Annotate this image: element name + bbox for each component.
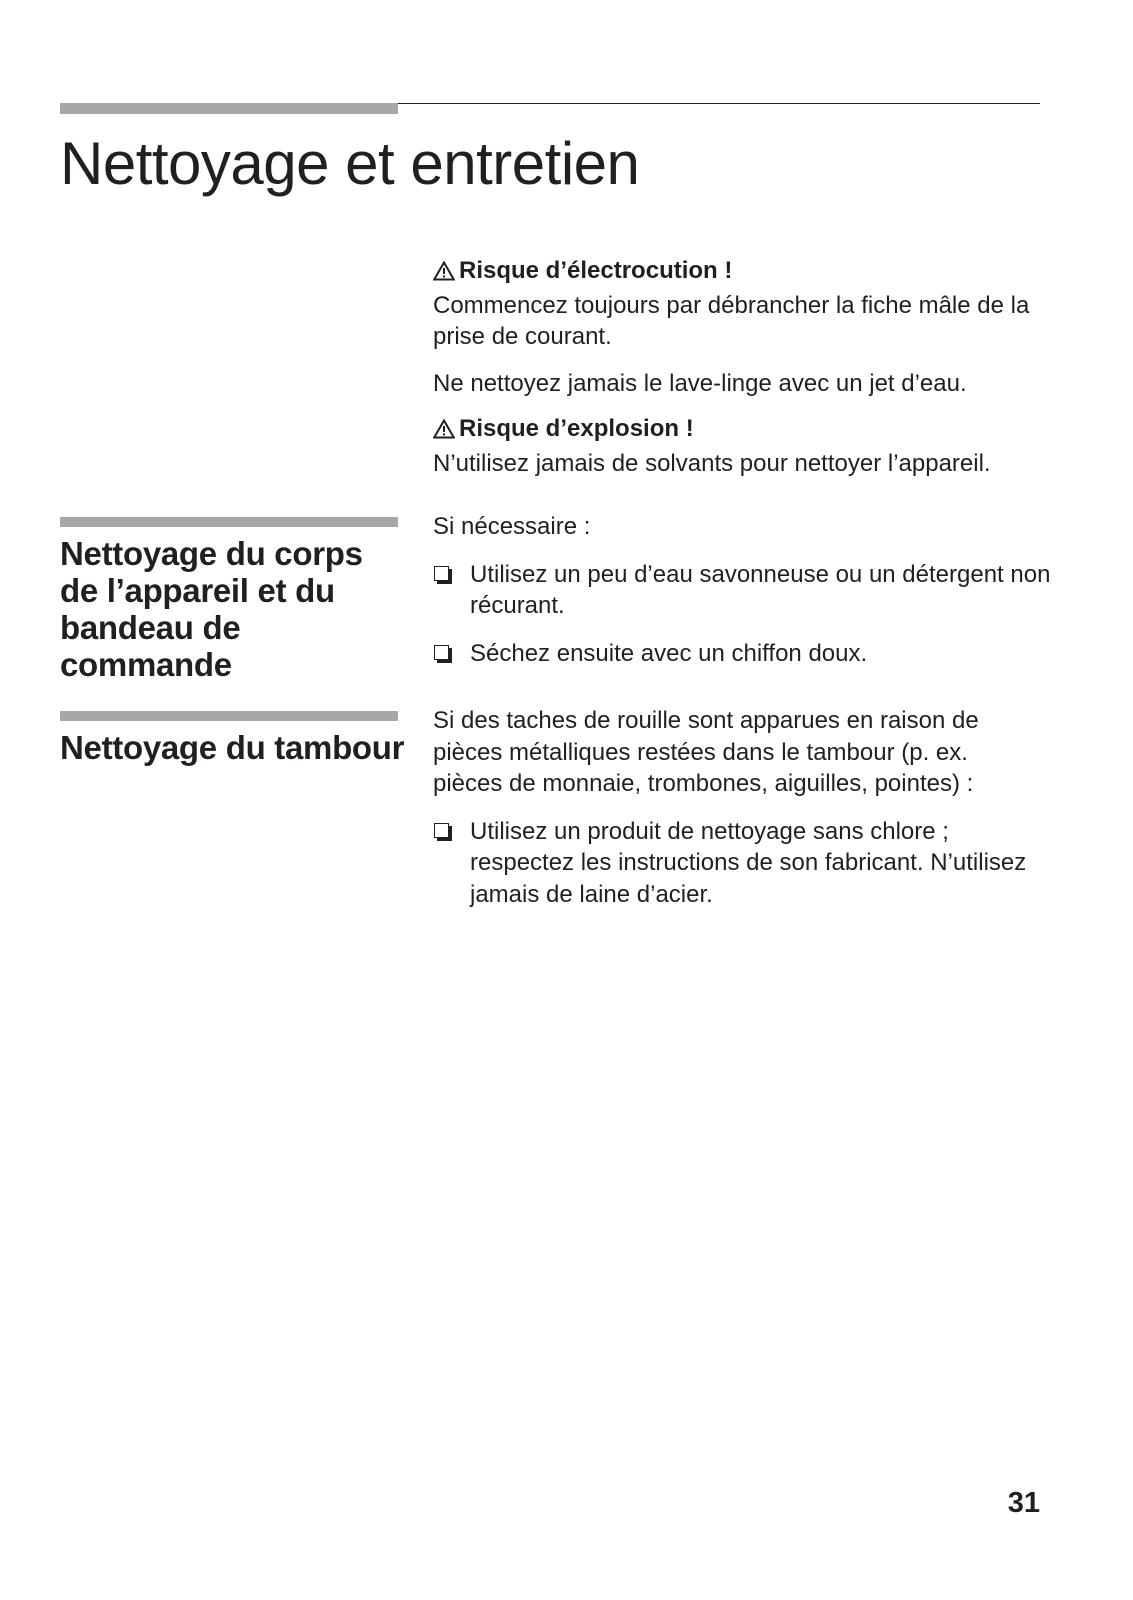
checkbox-bullet-icon xyxy=(434,566,449,581)
no-water-jet-text: Ne nettoyez jamais le lave-linge avec un jet d’eau. xyxy=(433,369,967,397)
warning-triangle-icon xyxy=(433,258,459,290)
warning-explosion-title: Risque d’explosion ! xyxy=(433,413,1053,448)
section-drum-content xyxy=(433,705,1033,910)
list-item: Utilisez un peu d’eau savonneuse ou un détergent non récurant. xyxy=(433,559,1053,622)
warning-electrocution-title: Risque d’électrocution ! xyxy=(433,255,1053,290)
page-number: 31 xyxy=(1007,1487,1040,1519)
warning-triangle-icon xyxy=(433,416,459,448)
list-item: Utilisez un produit de nettoyage sans chlore ; respectez les instructions de son fabricant. N’utilisez jamais de laine d’acier. xyxy=(433,816,1030,911)
page-title: Nettoyage et entretien xyxy=(60,130,640,197)
top-rule-accent xyxy=(60,103,398,114)
checkbox-bullet-icon xyxy=(434,645,449,660)
list-item: Séchez ensuite avec un chiffon doux. xyxy=(433,638,1053,670)
section-heading-body: Nettoyage du corps de l’appareil et du bandeau de commande xyxy=(60,535,363,683)
section-bar-drum xyxy=(60,711,398,721)
section-body-content xyxy=(433,511,1053,669)
checkbox-bullet-icon xyxy=(434,823,449,838)
section-bar-body xyxy=(60,517,398,527)
section-heading-drum: Nettoyage du tambour xyxy=(60,729,405,766)
warnings-block xyxy=(433,255,1053,479)
warning-electrocution-text: Commencez toujours par débrancher la fiche mâle de la prise de courant. xyxy=(433,291,1030,350)
section-drum-intro: Si des taches de rouille sont apparues en raison de pièces métalliques restées dans le tambour (p. ex. pièces de monnaie, trombones, aiguilles, pointes) : xyxy=(433,707,979,797)
section-body-intro: Si nécessaire : xyxy=(433,513,591,540)
warning-explosion-text: N’utilisez jamais de solvants pour nettoyer l’appareil. xyxy=(433,449,991,477)
